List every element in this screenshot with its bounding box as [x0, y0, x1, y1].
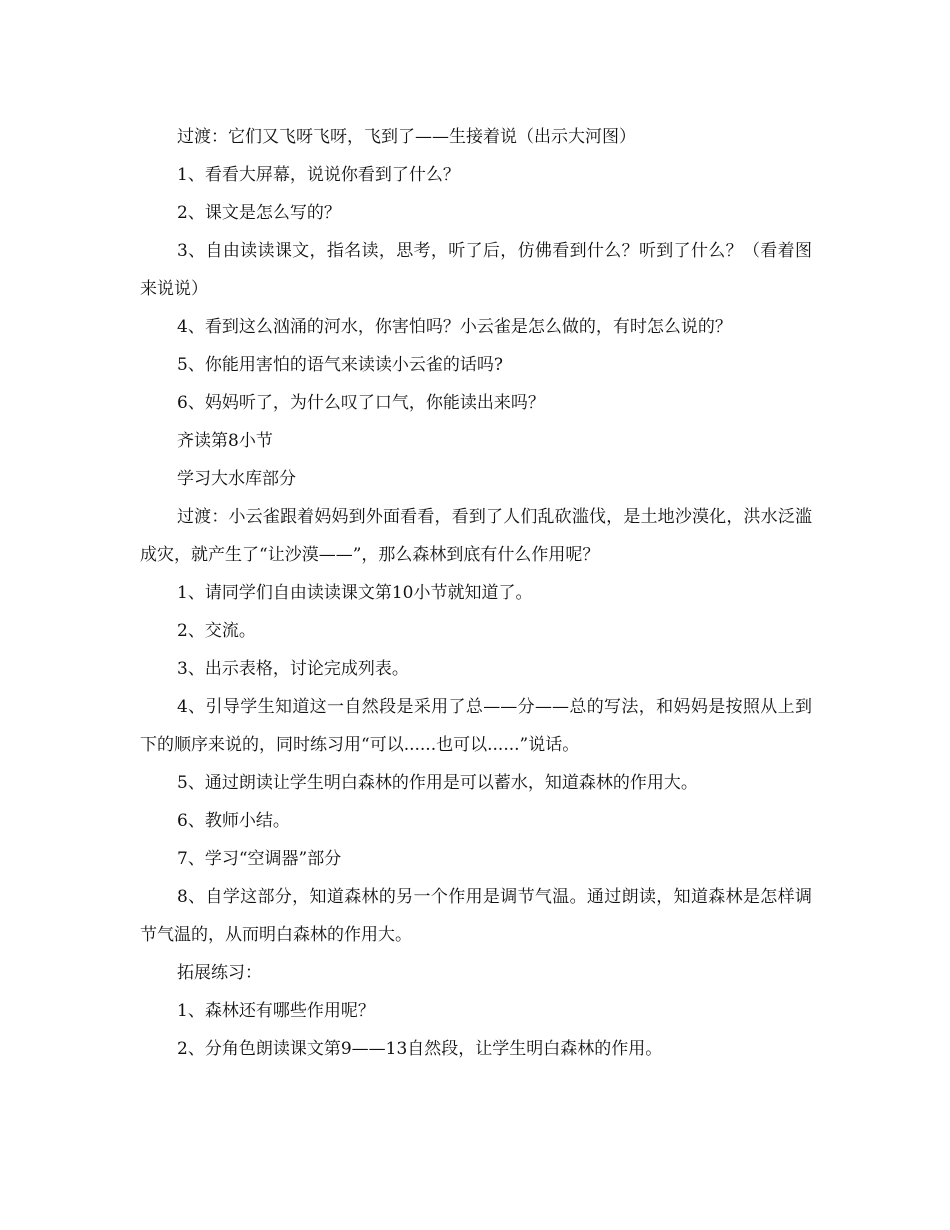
paragraph-step-4: 4、看到这么汹涌的河水，你害怕吗？小云雀是怎么做的，有时怎么说的？: [177, 317, 732, 337]
paragraph-reservoir-step-1: 1、请同学们自由读读课文第10小节就知道了。: [177, 583, 533, 603]
section-heading-extension: 拓展练习：: [177, 963, 262, 983]
paragraph-transition-forest: 过渡：小云雀跟着妈妈到外面看看，看到了人们乱砍滥伐，是土地沙漠化，洪水泛滥成灾，就产生了“让沙漠——”，那么森林到底有什么作用呢？: [140, 507, 812, 565]
paragraph-reservoir-step-6: 6、教师小结。: [177, 811, 290, 831]
paragraph-step-6: 6、妈妈听了，为什么叹了口气，你能读出来吗？: [177, 393, 545, 413]
document-body: [140, 118, 812, 1068]
paragraph-reservoir-step-3: 3、出示表格，讨论完成列表。: [177, 659, 409, 679]
paragraph-extension-2: 2、分角色朗读课文第9——13自然段，让学生明白森林的作用。: [177, 1039, 663, 1059]
paragraph-step-1: 1、看看大屏幕，说说你看到了什么？: [177, 165, 460, 185]
paragraph-reservoir-step-2: 2、交流。: [177, 621, 256, 641]
paragraph-reservoir-step-5: 5、通过朗读让学生明白森林的作用是可以蓄水，知道森林的作用大。: [177, 773, 698, 793]
paragraph-reservoir-step-7: 7、学习“空调器”部分: [177, 849, 342, 869]
paragraph-step-3: 3、自由读读课文，指名读，思考，听了后，仿佛看到什么？听到了什么？（看着图来说说）: [140, 241, 812, 299]
paragraph-step-2: 2、课文是怎么写的？: [177, 203, 341, 223]
section-heading-reservoir: 学习大水库部分: [177, 469, 296, 489]
paragraph-step-5: 5、你能用害怕的语气来读读小云雀的话吗?: [177, 355, 503, 375]
paragraph-extension-1: 1、森林还有哪些作用呢？: [177, 1001, 375, 1021]
paragraph-reservoir-step-8: 8、自学这部分，知道森林的另一个作用是调节气温。通过朗读，知道森林是怎样调节气温的，从而明白森林的作用大。: [140, 887, 812, 945]
paragraph-read-section-8: 齐读第8小节: [177, 431, 273, 451]
paragraph-reservoir-step-4: 4、引导学生知道这一自然段是采用了总——分——总的写法，和妈妈是按照从上到下的顺序来说的，同时练习用“可以......也可以......”说话。: [140, 697, 812, 755]
paragraph-transition-river: 过渡：它们又飞呀飞呀，飞到了——生接着说（出示大河图）: [177, 127, 636, 147]
